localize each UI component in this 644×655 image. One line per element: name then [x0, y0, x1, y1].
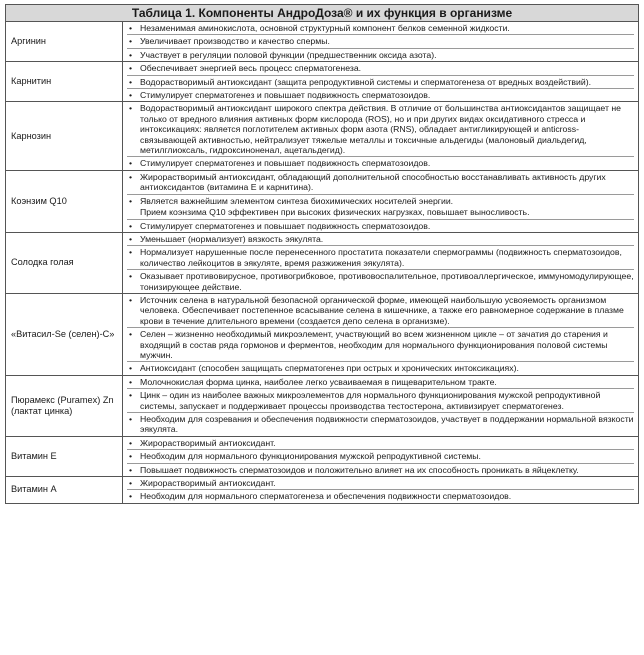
components-grid [5, 21, 639, 504]
bullet-icon: • [129, 271, 133, 282]
list-item [127, 361, 634, 374]
function-list [127, 102, 634, 169]
bullet-icon: • [129, 376, 133, 387]
list-item [127, 449, 634, 462]
component-functions [123, 436, 639, 476]
table-row [6, 22, 639, 62]
components-table [5, 4, 639, 504]
function-text: Обеспечивает энергией весь процесс сперматогенеза. [140, 63, 362, 74]
list-item [127, 171, 634, 194]
function-list [127, 294, 634, 375]
component-name: Коэнзим Q10 [6, 170, 123, 232]
table-row [6, 477, 639, 504]
function-list [127, 171, 634, 232]
bullet-icon: • [129, 294, 133, 305]
function-list [127, 437, 634, 476]
function-list [127, 22, 634, 61]
component-name: Солодка голая [6, 232, 123, 293]
list-item [127, 75, 634, 88]
function-list [127, 376, 634, 436]
bullet-icon: • [129, 171, 133, 182]
bullet-icon: • [129, 103, 133, 114]
component-name: Аргинин [6, 22, 123, 62]
bullet-icon: • [129, 247, 133, 258]
table-row [6, 436, 639, 476]
bullet-icon: • [129, 437, 133, 448]
function-text: Стимулирует сперматогенез и повышает подвижность сперматозоидов. [140, 220, 431, 231]
bullet-icon: • [129, 90, 133, 101]
list-item [127, 388, 634, 412]
list-item [127, 233, 634, 245]
list-item [127, 489, 634, 502]
list-item [127, 62, 634, 74]
table-row [6, 375, 639, 436]
component-name: «Витасил-Se (селен)-С» [6, 293, 123, 375]
component-functions [123, 22, 639, 62]
function-text: Жирорастворимый антиоксидант. [140, 478, 276, 489]
list-item [127, 207, 634, 218]
bullet-icon: • [129, 23, 133, 33]
function-list [127, 477, 634, 503]
list-item [127, 294, 634, 327]
function-text: Стимулирует сперматогенез и повышает подвижность сперматозоидов. [140, 90, 431, 101]
function-text: Необходим для нормального сперматогенеза и обеспечения подвижности сперматозоидов. [140, 491, 512, 502]
component-name: Пюрамекс (Puramex) Zn (лактат цинка) [6, 375, 123, 436]
function-list [127, 62, 634, 101]
component-name: Карнитин [6, 62, 123, 102]
component-functions [123, 170, 639, 232]
bullet-icon: • [129, 478, 133, 489]
component-functions [123, 375, 639, 436]
component-name: Карнозин [6, 102, 123, 170]
list-item [127, 102, 634, 156]
function-text: Прием коэнзима Q10 эффективен при высоких физических нагрузках, повышает выносливость. [140, 207, 530, 218]
table-row [6, 102, 639, 170]
bullet-icon: • [129, 158, 133, 169]
bullet-icon: • [129, 195, 133, 206]
function-text: Водорастворимый антиоксидант (защита репродуктивной системы и сперматогенеза от вредных воздействий). [140, 76, 592, 87]
list-item [127, 327, 634, 361]
function-text: Стимулирует сперматогенез и повышает подвижность сперматозоидов. [140, 158, 431, 169]
bullet-icon: • [129, 49, 133, 60]
bullet-icon: • [129, 233, 133, 244]
function-text: Селен – жизненно необходимый микроэлемент, участвующий во всем жизненном цикле – от зачатия до старения и входящий в состав ряда гормонов и ферментов, необходим для нормального функционирования половой системы мужчин. [140, 329, 608, 360]
list-item [127, 34, 634, 47]
bullet-icon: • [129, 36, 133, 47]
table-title: Таблица 1. Компоненты АндроДоза® и их функция в организме [5, 4, 639, 21]
component-functions [123, 62, 639, 102]
list-item [127, 463, 634, 476]
component-functions [123, 293, 639, 375]
function-text: Участвует в регуляции половой функции (предшественник оксида азота). [140, 49, 437, 60]
function-text: Повышает подвижность сперматозоидов и положительно влияет на их способность проникать в яйцеклетку. [140, 464, 579, 475]
table-row [6, 232, 639, 293]
list-item [127, 219, 634, 232]
function-text: Незаменимая аминокислота, основной структурный компонент белков семенной жидкости. [140, 23, 510, 33]
list-item [127, 245, 634, 269]
function-text: Жирорастворимый антиоксидант, обладающий дополнительной способностью восстанавливать активность других антиоксидантов (витамина E и карнитина). [140, 171, 606, 193]
function-text: Жирорастворимый антиоксидант. [140, 437, 276, 448]
component-name: Витамин А [6, 477, 123, 504]
component-functions [123, 477, 639, 504]
bullet-icon: • [129, 76, 133, 87]
list-item [127, 22, 634, 34]
function-list [127, 233, 634, 293]
list-item [127, 412, 634, 436]
list-item [127, 376, 634, 388]
bullet-icon: • [129, 363, 133, 374]
list-item [127, 156, 634, 169]
function-text: Необходим для нормального функционирования мужской репродуктивной системы. [140, 451, 481, 462]
bullet-icon: • [129, 390, 133, 401]
component-functions [123, 102, 639, 170]
function-text: Источник селена в натуральной безопасной органической форме, имеющей наибольшую усвояемость организмом человека. Обеспечивает постепенное всасывание селена в кишечнике, а также его равномерное содержание в плазме крови в течение длительного времени (создается депо селена в организме). [140, 294, 624, 326]
function-text: Цинк – один из наиболее важных микроэлементов для нормального функционирования мужской репродуктивной системы, запускает и поддерживает процессы производства тестостерона, активизирует сперматогенез. [140, 390, 601, 411]
function-text: Водорастворимый антиоксидант широкого спектра действия. В отличие от большинства антиоксидантов защищает не только от вредного влияния активных форм кислорода (ROS), но и при других видах оксидативного стресса и интоксикациях: является поглотителем активных форм азота (RNS), обладает антигликирующей и anticross-связывающей активностью, нейтрализует тяжелые металлы и токсичные альдегиды (малоновый диальдегид, метилглиоксаль, гидроксиноненал, ацетальдегид). [140, 103, 621, 156]
function-text: Уменьшает (нормализует) вязкость эякулята. [140, 233, 324, 244]
table-row [6, 62, 639, 102]
bullet-icon: • [129, 451, 133, 462]
function-text: Антиоксидант (способен защищать сперматогенез при острых и хронических интоксикациях). [140, 363, 519, 374]
function-text: Увеличивает производство и качество спермы. [140, 36, 330, 47]
table-row [6, 293, 639, 375]
component-name: Витамин Е [6, 436, 123, 476]
list-item [127, 48, 634, 61]
bullet-icon: • [129, 220, 133, 231]
list-item [127, 437, 634, 449]
bullet-icon: • [129, 491, 133, 502]
bullet-icon: • [129, 329, 133, 340]
function-text: Является важнейшим элементом синтеза биохимических носителей энергии. [140, 195, 454, 206]
function-text: Оказывает противовирусное, противогрибковое, противовоспалительное, противоаллергическое, иммуномодулирующее, тонизирующее действие. [140, 271, 634, 292]
bullet-icon: • [129, 63, 133, 74]
component-functions [123, 232, 639, 293]
function-text: Необходим для созревания и обеспечения подвижности сперматозоидов, участвует в поддержании нормальной вязкости эякулята. [140, 414, 634, 435]
bullet-icon: • [129, 464, 133, 475]
table-row [6, 170, 639, 232]
list-item [127, 194, 634, 207]
function-text: Молочнокислая форма цинка, наиболее легко усваиваемая в пищеварительном тракте. [140, 376, 497, 387]
list-item [127, 477, 634, 489]
function-text: Нормализует нарушенные после перенесенного простатита показатели спермограммы (подвижность сперматозоидов, количество лейкоцитов в эякуляте, время разжижения эякулята). [140, 247, 622, 268]
list-item [127, 269, 634, 293]
list-item [127, 88, 634, 101]
bullet-icon: • [129, 414, 133, 424]
